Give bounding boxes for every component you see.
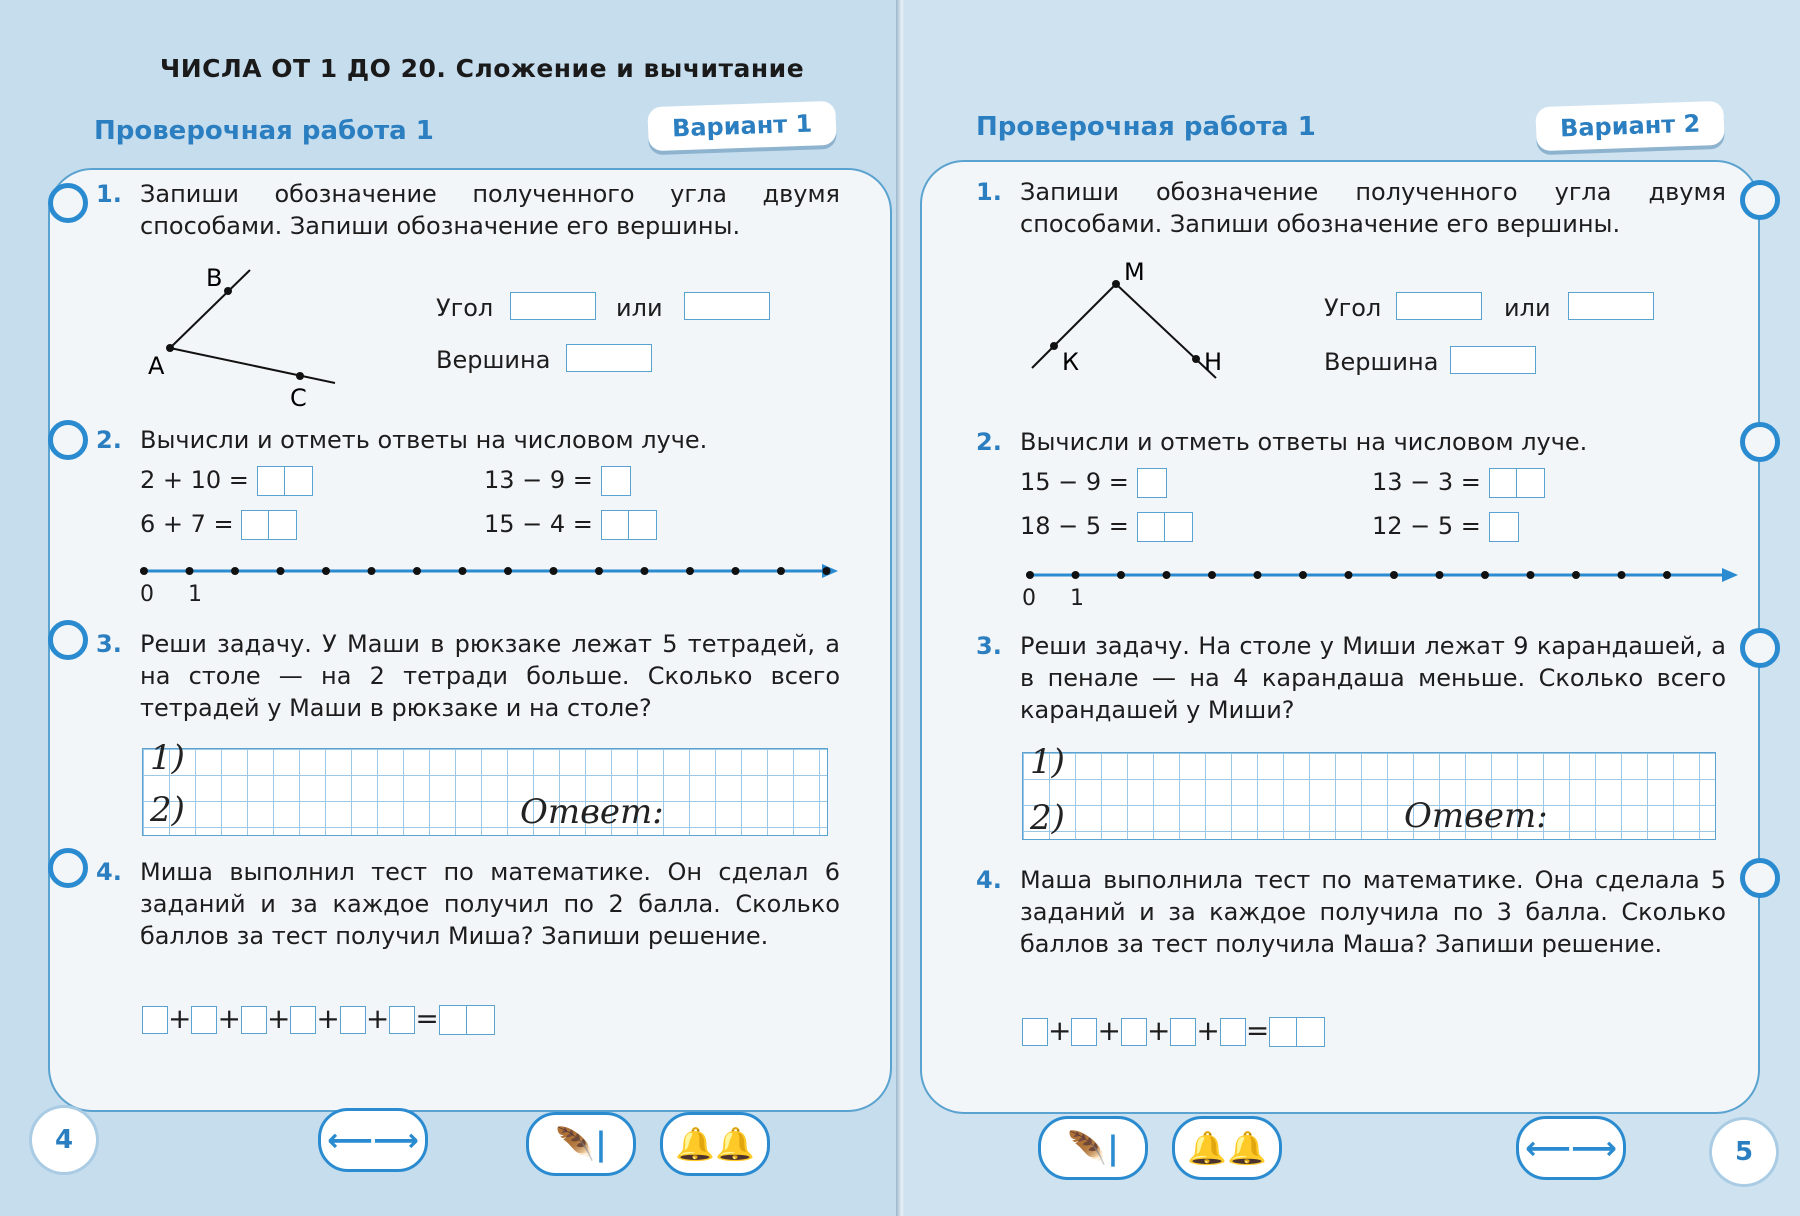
point-label: C xyxy=(290,384,307,408)
angle-answer-box[interactable] xyxy=(1568,292,1654,320)
number-line-tick[interactable] xyxy=(186,567,194,575)
task-text: Миша выполнил тест по математике. Он сделал 6 заданий и за каждое получил по 2 балла. Сколько баллов за тест получил Миша? Запиши решение. xyxy=(140,858,840,950)
vertex-label: Вершина xyxy=(436,346,551,374)
task-4 xyxy=(96,856,840,952)
number-line-tick[interactable] xyxy=(732,567,740,575)
step-2-label: 2) xyxy=(150,790,185,830)
point-label: М xyxy=(1124,258,1145,286)
number-line-tick[interactable] xyxy=(504,567,512,575)
equation: 2 + 10 = xyxy=(140,466,313,496)
arrow-head-icon xyxy=(1722,568,1738,582)
answer-cell[interactable] xyxy=(1170,1018,1196,1046)
step-1-label: 1) xyxy=(1030,742,1065,782)
number-line-tick[interactable] xyxy=(277,567,285,575)
angle-figure xyxy=(140,258,360,408)
task-number: 4. xyxy=(976,866,1002,894)
page-number: 5 xyxy=(1712,1120,1776,1184)
task-4 xyxy=(976,864,1726,960)
task-text: Вычисли и отметь ответы на числовом луче. xyxy=(140,426,708,454)
number-line-tick[interactable] xyxy=(140,567,148,575)
answer-cells[interactable] xyxy=(257,466,313,496)
answer-cell[interactable] xyxy=(290,1006,316,1034)
task-text: Запиши обозначение полученного угла двумя способами. Запиши обозначение его вершины. xyxy=(140,180,840,240)
number-line-label: 1 xyxy=(1070,586,1084,611)
number-line-tick[interactable] xyxy=(1390,571,1398,579)
answer-label: Ответ: xyxy=(1404,796,1548,836)
equation: 15 − 9 = xyxy=(1020,468,1167,498)
answer-cell[interactable] xyxy=(241,1006,267,1034)
task-text: Вычисли и отметь ответы на числовом луче. xyxy=(1020,428,1588,456)
number-line-tick[interactable] xyxy=(1527,571,1535,579)
task-number: 2. xyxy=(976,428,1002,456)
vertex-label: Вершина xyxy=(1324,348,1439,376)
binding-hole-icon xyxy=(48,848,88,888)
answer-cell[interactable] xyxy=(1022,1018,1048,1046)
task-text: Реши задачу. На столе у Миши лежат 9 карандашей, а в пенале — на 4 карандаша меньше. Сколько всего карандашей у Миши? xyxy=(1020,632,1726,724)
answer-cell[interactable] xyxy=(1220,1018,1246,1046)
point-label: К xyxy=(1062,348,1080,376)
equation: 13 − 3 = xyxy=(1372,468,1545,498)
number-line-tick[interactable] xyxy=(1254,571,1262,579)
feather-and-weightlifter-icon: 🪶| xyxy=(1038,1116,1148,1180)
number-line-tick[interactable] xyxy=(1345,571,1353,579)
answer-cell[interactable] xyxy=(191,1006,217,1034)
variant-badge: Вариант 2 xyxy=(1535,101,1725,152)
number-line-tick[interactable] xyxy=(1026,571,1034,579)
answer-grid[interactable] xyxy=(142,748,828,836)
task-text: Реши задачу. У Маши в рюкзаке лежат 5 тетрадей, а на столе — на 2 тетради больше. Сколько всего тетрадей у Маши в рюкзаке и на столе? xyxy=(140,630,840,722)
vertex-answer-box[interactable] xyxy=(1450,346,1536,374)
solution-row: + + + + + = xyxy=(142,1002,495,1035)
task-2 xyxy=(976,426,1726,458)
answer-cell[interactable] xyxy=(1137,468,1167,498)
solution-row: + + + + = xyxy=(1022,1014,1325,1047)
binding-hole-icon xyxy=(1740,422,1780,462)
answer-cells[interactable] xyxy=(439,1005,495,1035)
angle-answer-box[interactable] xyxy=(1396,292,1482,320)
task-number: 3. xyxy=(96,630,122,658)
angle-answer-box[interactable] xyxy=(684,292,770,320)
answer-grid[interactable] xyxy=(1022,752,1716,840)
bells-icon: 🔔🔔 xyxy=(660,1112,770,1176)
task-number: 2. xyxy=(96,426,122,454)
feather-and-weightlifter-icon: 🪶| xyxy=(526,1112,636,1176)
left-right-arrows-icon: ⟵⟶ xyxy=(1516,1116,1626,1180)
binding-hole-icon xyxy=(48,620,88,660)
number-line-tick[interactable] xyxy=(1072,571,1080,579)
binding-hole-icon xyxy=(1740,628,1780,668)
answer-label: Ответ: xyxy=(520,792,664,832)
step-1-label: 1) xyxy=(150,738,185,778)
number-line[interactable] xyxy=(130,556,840,586)
number-line-tick[interactable] xyxy=(1436,571,1444,579)
answer-cells[interactable] xyxy=(1137,512,1193,542)
binding-hole-icon xyxy=(1740,180,1780,220)
or-label: или xyxy=(1504,294,1551,322)
number-line-tick[interactable] xyxy=(1572,571,1580,579)
answer-cells[interactable] xyxy=(241,510,297,540)
point-label: B xyxy=(206,264,223,292)
task-1 xyxy=(96,178,840,242)
number-line-tick[interactable] xyxy=(686,567,694,575)
number-line-tick[interactable] xyxy=(550,567,558,575)
equation: 15 − 4 = xyxy=(484,510,657,540)
binding-hole-icon xyxy=(1740,858,1780,898)
number-line-tick[interactable] xyxy=(231,567,239,575)
task-2 xyxy=(96,424,840,456)
number-line-label: 0 xyxy=(1022,586,1036,611)
task-3 xyxy=(96,628,840,724)
angle-label: Угол xyxy=(1324,294,1382,322)
answer-cells[interactable] xyxy=(601,510,657,540)
number-line-tick[interactable] xyxy=(1117,571,1125,579)
number-line-label: 0 xyxy=(140,582,154,607)
answer-cell[interactable] xyxy=(1489,512,1519,542)
page-number: 4 xyxy=(32,1108,96,1172)
work-title: Проверочная работа 1 xyxy=(94,116,434,146)
task-text: Маша выполнила тест по математике. Она сделала 5 заданий и за каждое получила по 3 балла. Сколько баллов за тест получила Маша? Запиши решение. xyxy=(1020,866,1726,958)
number-line-tick[interactable] xyxy=(413,567,421,575)
number-line-tick[interactable] xyxy=(459,567,467,575)
answer-cells[interactable] xyxy=(1269,1017,1325,1047)
answer-cell[interactable] xyxy=(1071,1018,1097,1046)
variant-badge: Вариант 1 xyxy=(647,101,837,152)
task-1 xyxy=(976,176,1726,240)
number-line-tick[interactable] xyxy=(322,567,330,575)
task-number: 4. xyxy=(96,858,122,886)
binding-hole-icon xyxy=(48,183,88,223)
task-3 xyxy=(976,630,1726,726)
number-line-tick[interactable] xyxy=(1618,571,1626,579)
equation: 12 − 5 = xyxy=(1372,512,1519,542)
angle-answer-box[interactable] xyxy=(510,292,596,320)
work-title: Проверочная работа 1 xyxy=(976,112,1316,142)
number-line-tick[interactable] xyxy=(595,567,603,575)
angle-label: Угол xyxy=(436,294,494,322)
step-2-label: 2) xyxy=(1030,798,1065,838)
left-right-arrows-icon: ⟵⟶ xyxy=(318,1108,428,1172)
angle-figure xyxy=(1020,256,1250,386)
equation: 13 − 9 = xyxy=(484,466,631,496)
number-line-tick[interactable] xyxy=(1208,571,1216,579)
answer-cell[interactable] xyxy=(142,1006,168,1034)
task-number: 3. xyxy=(976,632,1002,660)
number-line-tick[interactable] xyxy=(1299,571,1307,579)
answer-cell[interactable] xyxy=(601,466,631,496)
number-line-tick[interactable] xyxy=(1481,571,1489,579)
answer-cell[interactable] xyxy=(389,1006,415,1034)
point-label: Н xyxy=(1204,348,1223,376)
bells-icon: 🔔🔔 xyxy=(1172,1116,1282,1180)
or-label: или xyxy=(616,294,663,322)
answer-cell[interactable] xyxy=(340,1006,366,1034)
number-line-tick[interactable] xyxy=(1663,571,1671,579)
task-text: Запиши обозначение полученного угла двумя способами. Запиши обозначение его вершины. xyxy=(1020,178,1726,238)
equation: 18 − 5 = xyxy=(1020,512,1193,542)
number-line-tick[interactable] xyxy=(641,567,649,575)
binding-hole-icon xyxy=(48,420,88,460)
equation: 6 + 7 = xyxy=(140,510,297,540)
number-line[interactable] xyxy=(1016,560,1740,590)
task-number: 1. xyxy=(976,178,1002,206)
answer-cells[interactable] xyxy=(1489,468,1545,498)
number-line-tick[interactable] xyxy=(823,567,831,575)
number-line-label: 1 xyxy=(188,582,202,607)
vertex-answer-box[interactable] xyxy=(566,344,652,372)
point-label: A xyxy=(148,352,165,380)
number-line-tick[interactable] xyxy=(368,567,376,575)
number-line-tick[interactable] xyxy=(1163,571,1171,579)
right-page xyxy=(904,0,1800,1216)
chapter-title: ЧИСЛА ОТ 1 ДО 20. Сложение и вычитание xyxy=(160,54,805,83)
task-number: 1. xyxy=(96,180,122,208)
number-line-tick[interactable] xyxy=(777,567,785,575)
answer-cell[interactable] xyxy=(1121,1018,1147,1046)
